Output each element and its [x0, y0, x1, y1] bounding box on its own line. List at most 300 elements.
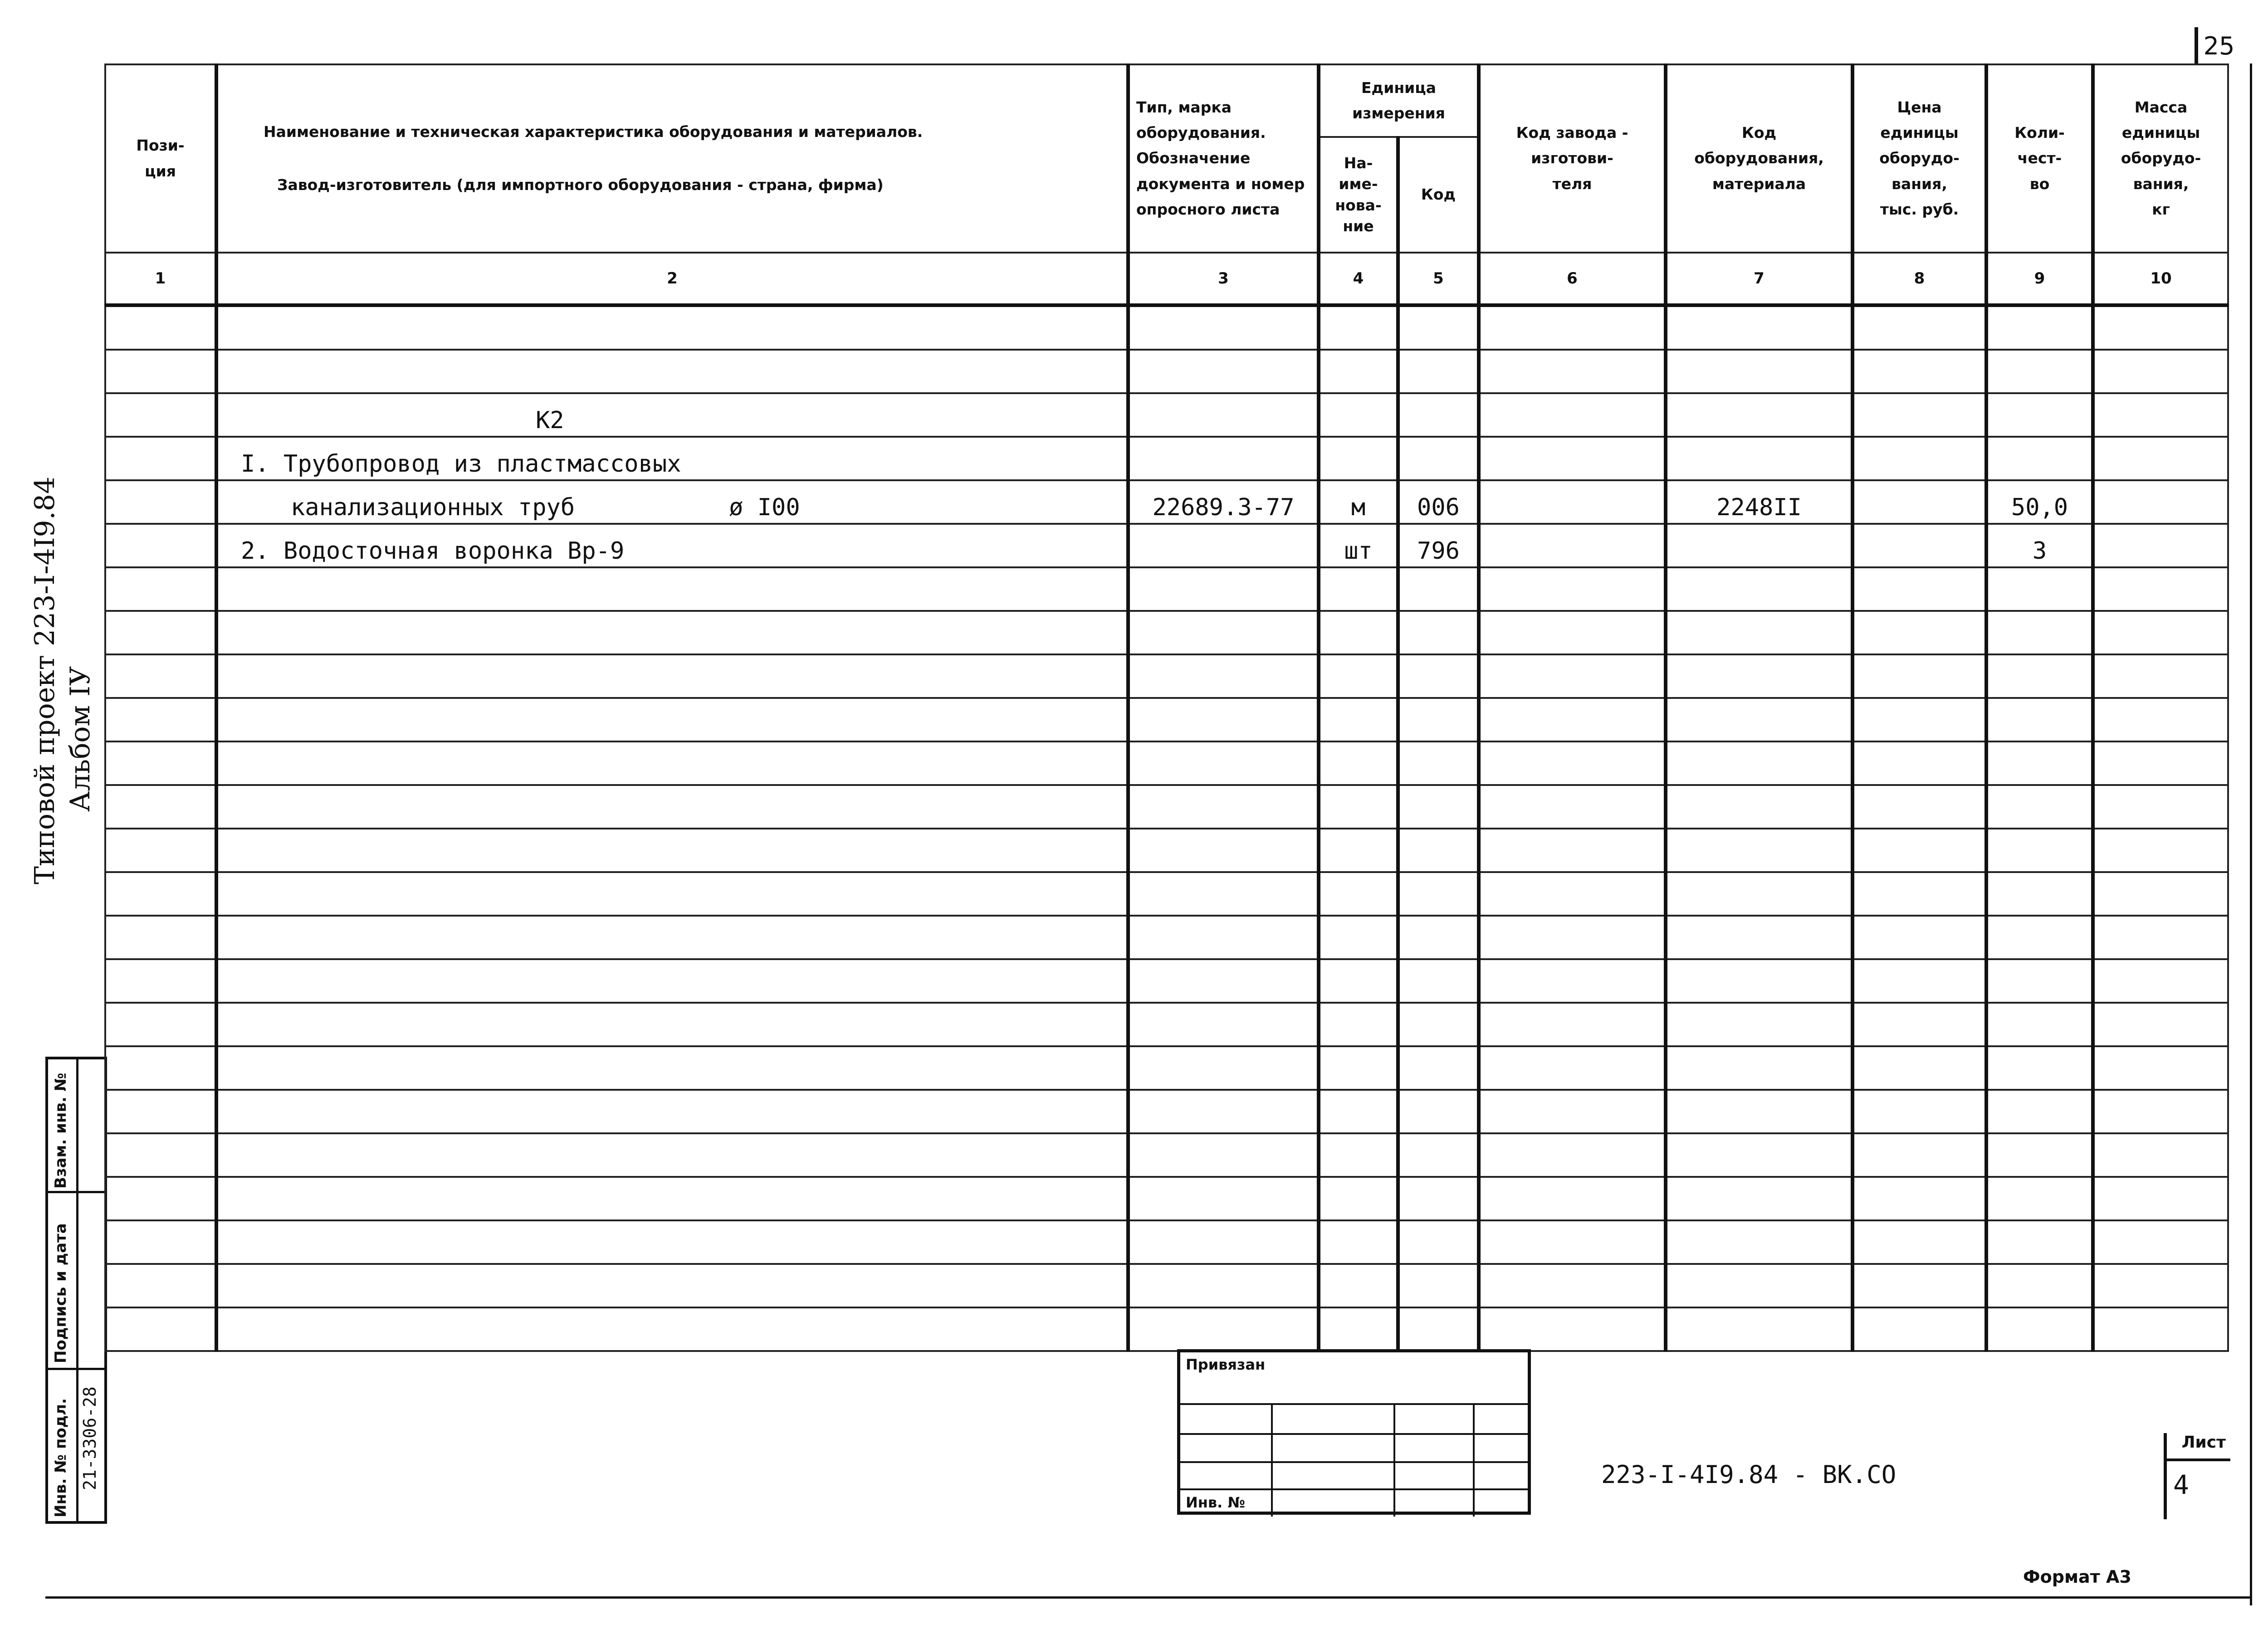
table-row	[105, 567, 2228, 611]
table-cell-col3: 22689.3-77	[1128, 480, 1319, 524]
col-price-header: Цена единицы оборудо- вания, тыс. руб.	[1853, 64, 1986, 253]
table-cell-col6	[1479, 1133, 1666, 1177]
table-cell-col2	[216, 350, 1128, 393]
table-cell-col8	[1853, 524, 1986, 567]
table-cell-col9	[1986, 437, 2093, 480]
table-cell-col7	[1666, 872, 1853, 916]
table-cell-col6	[1479, 305, 1666, 350]
table-cell-col5	[1398, 1264, 1479, 1307]
item-name: канализационных труб	[291, 494, 575, 521]
table-row	[105, 872, 2228, 916]
side-title	[27, 477, 98, 884]
table-cell-col8	[1853, 1046, 1986, 1090]
colnum-6: 6	[1479, 253, 1666, 305]
table-cell-col2	[216, 567, 1128, 611]
table-cell-col2	[216, 480, 1128, 524]
table-cell-col3	[1128, 1046, 1319, 1090]
table-cell-col1	[105, 1264, 216, 1307]
table-cell-col2	[216, 959, 1128, 1003]
table-row	[105, 1264, 2228, 1307]
table-cell-col2	[216, 1264, 1128, 1307]
table-cell-col4	[1319, 393, 1398, 437]
table-cell-col1	[105, 437, 216, 480]
table-cell-col10	[2093, 1003, 2228, 1046]
table-cell-col1	[105, 872, 216, 916]
table-cell-col6	[1479, 785, 1666, 829]
table-cell-col5	[1398, 1307, 1479, 1351]
table-row	[105, 1220, 2228, 1264]
table-cell-col10	[2093, 1177, 2228, 1220]
table-row	[105, 1046, 2228, 1090]
table-cell-col7	[1666, 829, 1853, 872]
side-title-album: Альбом IУ	[64, 666, 96, 812]
table-cell-col6	[1479, 654, 1666, 698]
table-cell-col3	[1128, 350, 1319, 393]
table-cell-col9	[1986, 1090, 2093, 1133]
table-cell-col8	[1853, 1133, 1986, 1177]
table-cell-col7	[1666, 350, 1853, 393]
table-cell-col9	[1986, 1177, 2093, 1220]
table-row	[105, 305, 2228, 350]
table-cell-col9	[1986, 1133, 2093, 1177]
table-row	[105, 480, 2228, 524]
format-label: Формат А3	[2023, 1567, 2131, 1587]
table-row	[105, 524, 2228, 567]
table-cell-col6	[1479, 872, 1666, 916]
table-cell-col10	[2093, 959, 2228, 1003]
sheet-label: Лист	[2167, 1433, 2230, 1461]
inv-no-label: Инв. №	[1186, 1494, 1245, 1511]
table-cell-col2	[216, 1133, 1128, 1177]
table-cell-col8	[1853, 567, 1986, 611]
table-cell-col10	[2093, 1264, 2228, 1307]
table-cell-col1	[105, 1090, 216, 1133]
privyazan-label: Привязан	[1186, 1356, 1266, 1373]
table-cell-col6	[1479, 959, 1666, 1003]
table-cell-col9	[1986, 654, 2093, 698]
table-cell-col10	[2093, 524, 2228, 567]
table-cell-col4	[1319, 654, 1398, 698]
item-name: I. Трубопровод из пластмассовых	[241, 450, 681, 478]
table-cell-col1	[105, 916, 216, 959]
table-cell-col9	[1986, 829, 2093, 872]
table-cell-col9	[1986, 1220, 2093, 1264]
table-cell-col9	[1986, 1264, 2093, 1307]
table-cell-col7	[1666, 305, 1853, 350]
col-mass-header: Масса единицы оборудо- вания, кг	[2093, 64, 2228, 253]
table-cell-col6	[1479, 393, 1666, 437]
table-cell-col3	[1128, 611, 1319, 654]
col-name-header-line1: Наименование и техническая характеристика оборудования и материалов.	[264, 123, 923, 141]
table-cell-col7	[1666, 1307, 1853, 1351]
table-cell-col3	[1128, 1090, 1319, 1133]
table-cell-col2	[216, 305, 1128, 350]
title-block	[1177, 1349, 1531, 1515]
table-row	[105, 785, 2228, 829]
table-cell-col4	[1319, 741, 1398, 785]
table-cell-col9: 3	[1986, 524, 2093, 567]
stamp-column	[45, 1057, 107, 1524]
table-cell-col2	[216, 524, 1128, 567]
table-cell-col9	[1986, 872, 2093, 916]
item-diameter: ø I00	[729, 494, 800, 521]
table-row	[105, 350, 2228, 393]
table-cell-col3	[1128, 437, 1319, 480]
table-cell-col4	[1319, 350, 1398, 393]
table-cell-col8	[1853, 1177, 1986, 1220]
table-cell-col8	[1853, 698, 1986, 741]
table-cell-col7	[1666, 698, 1853, 741]
table-cell-col8	[1853, 785, 1986, 829]
table-cell-col7	[1666, 785, 1853, 829]
table-cell-col6	[1479, 567, 1666, 611]
table-cell-col10	[2093, 1307, 2228, 1351]
table-cell-col2	[216, 829, 1128, 872]
table-cell-col6	[1479, 1307, 1666, 1351]
table-cell-col1	[105, 393, 216, 437]
table-cell-col5	[1398, 393, 1479, 437]
col-name-header-line2: Завод-изготовитель (для импортного оборудования - страна, фирма)	[277, 176, 884, 194]
table-cell-col8	[1853, 611, 1986, 654]
table-cell-col3	[1128, 567, 1319, 611]
col-quantity-header: Коли- чест- во	[1986, 64, 2093, 253]
table-cell-col9	[1986, 959, 2093, 1003]
table-cell-col2	[216, 698, 1128, 741]
table-row	[105, 1090, 2228, 1133]
table-row	[105, 698, 2228, 741]
table-cell-col2	[216, 654, 1128, 698]
stamp-inv-value: 21-3306-28	[80, 1386, 100, 1490]
table-row	[105, 437, 2228, 480]
table-cell-col5	[1398, 567, 1479, 611]
table-cell-col4	[1319, 829, 1398, 872]
col-unit-code-header: Код	[1398, 137, 1479, 253]
table-cell-col5	[1398, 1133, 1479, 1177]
table-cell-col2	[216, 872, 1128, 916]
table-cell-col1	[105, 567, 216, 611]
table-cell-col1	[105, 654, 216, 698]
table-cell-col7	[1666, 1090, 1853, 1133]
colnum-5: 5	[1398, 253, 1479, 305]
table-cell-col1	[105, 1220, 216, 1264]
table-cell-col3	[1128, 1307, 1319, 1351]
table-cell-col8	[1853, 1090, 1986, 1133]
table-cell-col9	[1986, 741, 2093, 785]
table-cell-col5	[1398, 829, 1479, 872]
table-cell-col8	[1853, 741, 1986, 785]
table-cell-col2	[216, 611, 1128, 654]
table-cell-col4	[1319, 305, 1398, 350]
table-cell-col8	[1853, 829, 1986, 872]
table-cell-col7	[1666, 1264, 1853, 1307]
table-cell-col5	[1398, 1046, 1479, 1090]
table-row	[105, 916, 2228, 959]
table-cell-col8	[1853, 959, 1986, 1003]
table-cell-col3	[1128, 916, 1319, 959]
table-cell-col3	[1128, 1264, 1319, 1307]
specification-table	[104, 63, 2229, 1352]
colnum-1: 1	[105, 253, 216, 305]
table-cell-col7	[1666, 1220, 1853, 1264]
table-cell-col5	[1398, 1177, 1479, 1220]
table-cell-col5	[1398, 350, 1479, 393]
table-cell-col7	[1666, 393, 1853, 437]
table-cell-col2	[216, 1090, 1128, 1133]
table-cell-col6	[1479, 829, 1666, 872]
table-row	[105, 393, 2228, 437]
col-name-header	[216, 64, 1128, 253]
table-cell-col1	[105, 480, 216, 524]
table-cell-col3	[1128, 698, 1319, 741]
table-cell-col10	[2093, 567, 2228, 611]
table-cell-col6	[1479, 916, 1666, 959]
table-cell-col6	[1479, 1090, 1666, 1133]
table-cell-col5	[1398, 785, 1479, 829]
table-cell-col6	[1479, 480, 1666, 524]
col-unit-header: Единица измерения	[1319, 64, 1479, 137]
table-cell-col8	[1853, 480, 1986, 524]
table-cell-col6	[1479, 437, 1666, 480]
table-cell-col3	[1128, 393, 1319, 437]
table-cell-col10	[2093, 785, 2228, 829]
table-cell-col4	[1319, 1003, 1398, 1046]
table-cell-col7	[1666, 437, 1853, 480]
item-name: К2	[536, 407, 564, 434]
table-cell-col5	[1398, 959, 1479, 1003]
stamp-podpis-label: Подпись и дата	[52, 1223, 70, 1363]
table-cell-col7	[1666, 567, 1853, 611]
table-cell-col6	[1479, 1264, 1666, 1307]
table-cell-col8	[1853, 1307, 1986, 1351]
stamp-inv-label: Инв. № подл.	[52, 1398, 70, 1517]
table-cell-col10	[2093, 698, 2228, 741]
table-cell-col6	[1479, 524, 1666, 567]
table-cell-col5	[1398, 872, 1479, 916]
table-cell-col8	[1853, 305, 1986, 350]
table-cell-col2	[216, 741, 1128, 785]
table-cell-col10	[2093, 1090, 2228, 1133]
table-cell-col1	[105, 305, 216, 350]
table-cell-col2	[216, 1003, 1128, 1046]
colnum-10: 10	[2093, 253, 2228, 305]
table-cell-col9: 50,0	[1986, 480, 2093, 524]
table-cell-col5	[1398, 741, 1479, 785]
table-cell-col4	[1319, 611, 1398, 654]
table-cell-col6	[1479, 1046, 1666, 1090]
stamp-vzam-label: Взам. инв. №	[52, 1073, 70, 1189]
table-cell-col1	[105, 1307, 216, 1351]
table-cell-col5	[1398, 916, 1479, 959]
table-cell-col10	[2093, 829, 2228, 872]
table-cell-col1	[105, 698, 216, 741]
table-cell-col10	[2093, 480, 2228, 524]
table-row	[105, 741, 2228, 785]
table-cell-col8	[1853, 1220, 1986, 1264]
sheet-box	[2164, 1433, 2230, 1519]
table-cell-col8	[1853, 654, 1986, 698]
table-row	[105, 1003, 2228, 1046]
table-cell-col7: 2248II	[1666, 480, 1853, 524]
table-cell-col4	[1319, 916, 1398, 959]
table-cell-col3	[1128, 741, 1319, 785]
col-position-header: Пози- ция	[105, 64, 216, 253]
table-cell-col3	[1128, 1133, 1319, 1177]
table-cell-col8	[1853, 437, 1986, 480]
table-cell-col4	[1319, 785, 1398, 829]
table-cell-col6	[1479, 1220, 1666, 1264]
table-cell-col6	[1479, 698, 1666, 741]
table-cell-col8	[1853, 872, 1986, 916]
side-title-project: Типовой проект 223-I-4I9.84	[29, 476, 61, 884]
table-cell-col5: 796	[1398, 524, 1479, 567]
table-cell-col4: м	[1319, 480, 1398, 524]
table-cell-col6	[1479, 1177, 1666, 1220]
table-cell-col5	[1398, 305, 1479, 350]
table-row	[105, 654, 2228, 698]
table-cell-col7	[1666, 916, 1853, 959]
table-cell-col10	[2093, 872, 2228, 916]
table-cell-col2	[216, 393, 1128, 437]
table-cell-col2	[216, 1046, 1128, 1090]
table-cell-col8	[1853, 916, 1986, 959]
table-cell-col3	[1128, 785, 1319, 829]
table-cell-col5	[1398, 698, 1479, 741]
table-cell-col3	[1128, 1220, 1319, 1264]
table-cell-col9	[1986, 1307, 2093, 1351]
table-cell-col4	[1319, 1264, 1398, 1307]
sheet-value: 4	[2173, 1469, 2189, 1500]
table-cell-col10	[2093, 437, 2228, 480]
table-cell-col6	[1479, 741, 1666, 785]
table-cell-col1	[105, 959, 216, 1003]
colnum-8: 8	[1853, 253, 1986, 305]
table-row	[105, 1133, 2228, 1177]
table-cell-col5	[1398, 437, 1479, 480]
table-cell-col9	[1986, 698, 2093, 741]
table-cell-col1	[105, 1046, 216, 1090]
table-cell-col5	[1398, 654, 1479, 698]
table-row	[105, 959, 2228, 1003]
table-cell-col3	[1128, 524, 1319, 567]
colnum-7: 7	[1666, 253, 1853, 305]
table-row	[105, 829, 2228, 872]
table-cell-col6	[1479, 350, 1666, 393]
table-cell-col7	[1666, 654, 1853, 698]
table-cell-col7	[1666, 1046, 1853, 1090]
table-cell-col3	[1128, 1177, 1319, 1220]
table-cell-col5	[1398, 1090, 1479, 1133]
table-cell-col2	[216, 1177, 1128, 1220]
table-cell-col7	[1666, 1003, 1853, 1046]
sheet-number: 25	[2195, 27, 2240, 64]
col-factory-code-header: Код завода - изготови- теля	[1479, 64, 1666, 253]
table-cell-col5	[1398, 1220, 1479, 1264]
table-cell-col4	[1319, 698, 1398, 741]
table-cell-col10	[2093, 350, 2228, 393]
table-cell-col9	[1986, 916, 2093, 959]
table-cell-col2	[216, 916, 1128, 959]
table-cell-col4	[1319, 1220, 1398, 1264]
column-number-row	[105, 253, 2228, 305]
table-cell-col9	[1986, 1046, 2093, 1090]
colnum-2: 2	[216, 253, 1128, 305]
table-cell-col9	[1986, 393, 2093, 437]
colnum-9: 9	[1986, 253, 2093, 305]
table-cell-col10	[2093, 393, 2228, 437]
table-cell-col9	[1986, 785, 2093, 829]
table-cell-col4	[1319, 1307, 1398, 1351]
table-cell-col4	[1319, 1177, 1398, 1220]
table-cell-col1	[105, 1133, 216, 1177]
table-cell-col10	[2093, 305, 2228, 350]
table-cell-col3	[1128, 959, 1319, 1003]
document-code: 223-I-4I9.84 - ВК.СО	[1601, 1460, 1897, 1489]
table-cell-col9	[1986, 350, 2093, 393]
table-cell-col9	[1986, 567, 2093, 611]
table-cell-col3	[1128, 654, 1319, 698]
table-cell-col8	[1853, 1264, 1986, 1307]
table-cell-col2	[216, 1307, 1128, 1351]
table-cell-col9	[1986, 1003, 2093, 1046]
table-cell-col5: 006	[1398, 480, 1479, 524]
col-material-code-header: Код оборудования, материала	[1666, 64, 1853, 253]
table-cell-col4	[1319, 437, 1398, 480]
col-unit-name-header: На- име- нова- ние	[1319, 137, 1398, 253]
table-cell-col8	[1853, 1003, 1986, 1046]
table-cell-col1	[105, 785, 216, 829]
table-cell-col1	[105, 524, 216, 567]
table-cell-col4	[1319, 872, 1398, 916]
table-cell-col6	[1479, 1003, 1666, 1046]
table-cell-col4	[1319, 1090, 1398, 1133]
table-cell-col1	[105, 829, 216, 872]
table-cell-col7	[1666, 741, 1853, 785]
table-cell-col4	[1319, 959, 1398, 1003]
table-cell-col9	[1986, 611, 2093, 654]
colnum-4: 4	[1319, 253, 1398, 305]
colnum-3: 3	[1128, 253, 1319, 305]
table-cell-col4	[1319, 1133, 1398, 1177]
table-cell-col10	[2093, 916, 2228, 959]
table-cell-col1	[105, 1003, 216, 1046]
table-cell-col7	[1666, 1133, 1853, 1177]
table-cell-col3	[1128, 305, 1319, 350]
table-cell-col1	[105, 350, 216, 393]
table-cell-col10	[2093, 1220, 2228, 1264]
table-cell-col10	[2093, 654, 2228, 698]
table-cell-col3	[1128, 829, 1319, 872]
table-cell-col4	[1319, 1046, 1398, 1090]
bottom-rule	[45, 1596, 2250, 1599]
table-cell-col7	[1666, 959, 1853, 1003]
table-cell-col9	[1986, 305, 2093, 350]
table-cell-col1	[105, 611, 216, 654]
table-cell-col1	[105, 1177, 216, 1220]
table-cell-col4: шт	[1319, 524, 1398, 567]
table-cell-col1	[105, 741, 216, 785]
table-cell-col7	[1666, 524, 1853, 567]
table-row	[105, 1177, 2228, 1220]
col-type-header: Тип, марка оборудования. Обозначение документа и номер опросного листа	[1128, 64, 1319, 253]
table-cell-col7	[1666, 1177, 1853, 1220]
table-cell-col4	[1319, 567, 1398, 611]
table-cell-col5	[1398, 611, 1479, 654]
table-row	[105, 1307, 2228, 1351]
table-cell-col8	[1853, 393, 1986, 437]
table-cell-col10	[2093, 741, 2228, 785]
table-cell-col7	[1666, 611, 1853, 654]
table-cell-col2	[216, 785, 1128, 829]
